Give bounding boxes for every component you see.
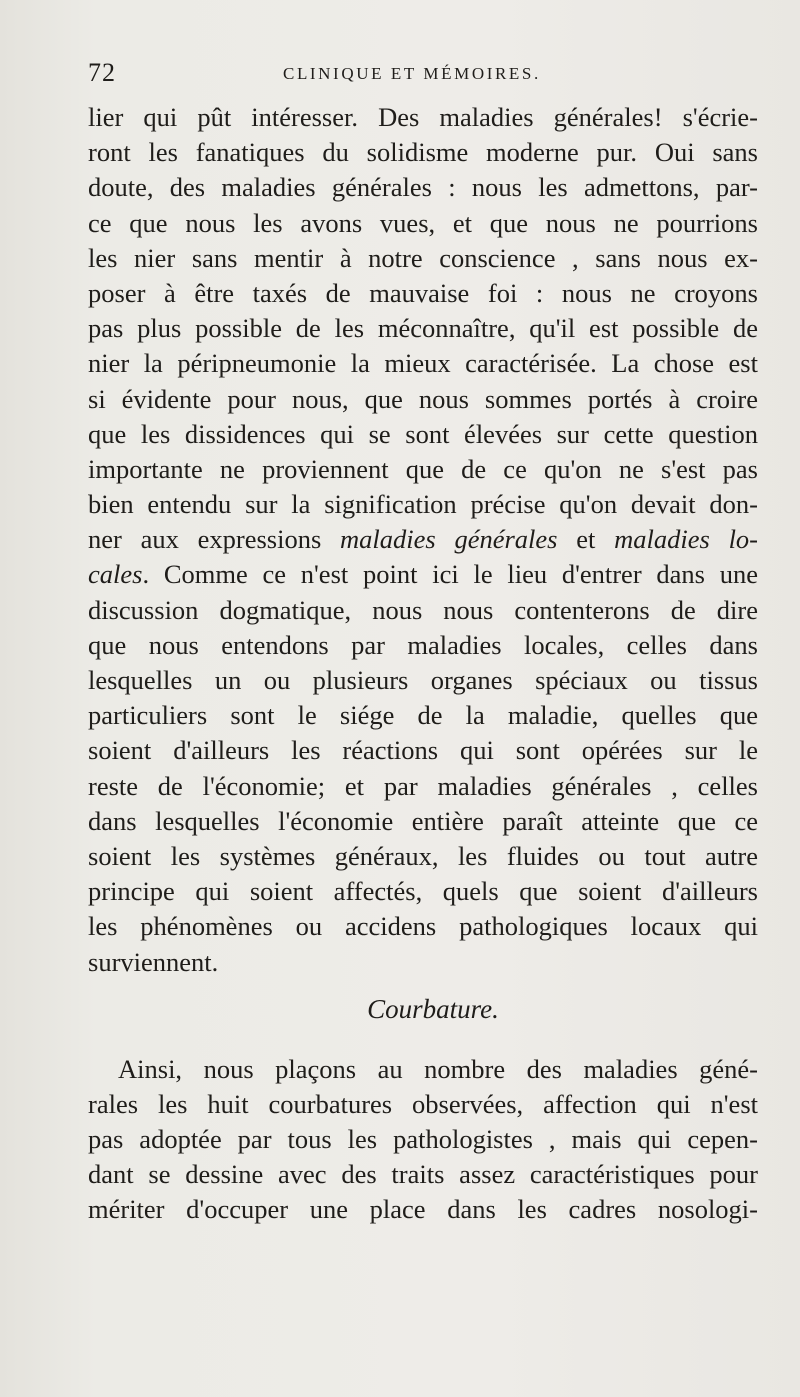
- text-line: mériter d'occuper une place dans les cadres nosologi-: [88, 1194, 758, 1225]
- text-line: ce que nous les avons vues, et que nous ne pourrions: [88, 207, 758, 238]
- text-run: et: [557, 524, 615, 555]
- paragraph-1: [88, 100, 758, 980]
- text-line: particuliers sont le siége de la maladie, quelles que: [88, 700, 758, 731]
- text-line: lesquelles un ou plusieurs organes spéciaux ou tissus: [88, 665, 758, 695]
- text-line: reste de l'économie; et par maladies générales , celles: [88, 770, 758, 801]
- text-line: poser à être taxés de mauvaise foi : nous ne croyons: [88, 277, 758, 308]
- text-line: soient d'ailleurs les réactions qui sont opérées sur le: [88, 735, 758, 766]
- running-head: CLINIQUE ET MÉMOIRES.: [283, 64, 541, 83]
- text-line: importante ne proviennent que de ce qu'on ne s'est pas: [88, 453, 758, 484]
- text-line: pas adoptée par tous les pathologistes , mais qui cepen-: [88, 1124, 758, 1155]
- text-line: rales les huit courbatures observées, affection qui n'est: [88, 1088, 758, 1119]
- italic-term: cales: [88, 559, 143, 590]
- text-line: dans lesquelles l'économie entière paraît atteinte que ce: [88, 805, 758, 836]
- text-run: ner aux expressions: [88, 524, 341, 555]
- body-text: [88, 100, 758, 1228]
- text-line: surviennent.: [88, 946, 219, 977]
- text-line: les nier sans mentir à notre conscience , sans nous ex-: [88, 242, 758, 273]
- text-line: [88, 522, 758, 557]
- paragraph-2: [88, 1052, 758, 1228]
- text-line: les phénomènes ou accidens pathologiques locaux qui: [88, 911, 758, 942]
- text-line: dant se dessine avec des traits assez caractéristiques pour: [88, 1159, 758, 1190]
- text-line: principe qui soient affectés, quels que soient d'ailleurs: [88, 876, 758, 907]
- page-header: [88, 58, 768, 92]
- text-line: que les dissidences qui se sont élevées sur cette question: [88, 418, 758, 449]
- text-line: que nous entendons par maladies locales, celles dans: [88, 629, 758, 660]
- text-line: si évidente pour nous, que nous sommes portés à croire: [88, 383, 758, 414]
- italic-term: maladies générales: [340, 524, 558, 555]
- text-line: [88, 557, 758, 592]
- text-line: bien entendu sur la signification précise qu'on devait don-: [88, 489, 758, 520]
- italic-term: maladies lo-: [614, 524, 758, 555]
- section-title: Courbature.: [367, 993, 499, 1024]
- text-line: nier la péripneumonie la mieux caractérisée. La chose est: [88, 348, 758, 379]
- text-line: ront les fanatiques du solidisme moderne pur. Oui sans: [88, 137, 758, 168]
- text-line: discussion dogmatique, nous nous contenterons de dire: [88, 594, 758, 625]
- text-line: doute, des maladies générales : nous les admettons, par-: [88, 172, 758, 203]
- text-line: lier qui pût intéresser. Des maladies générales! s'écrie-: [88, 102, 758, 132]
- text-line: soient les systèmes généraux, les fluides ou tout autre: [88, 840, 758, 871]
- text-line: pas plus possible de les méconnaître, qu'il est possible de: [88, 313, 758, 344]
- text-run: . Comme ce n'est point ici le lieu d'entrer dans une: [142, 559, 758, 590]
- text-line: Ainsi, nous plaçons au nombre des maladies géné-: [118, 1053, 758, 1084]
- page-number: 72: [88, 58, 116, 87]
